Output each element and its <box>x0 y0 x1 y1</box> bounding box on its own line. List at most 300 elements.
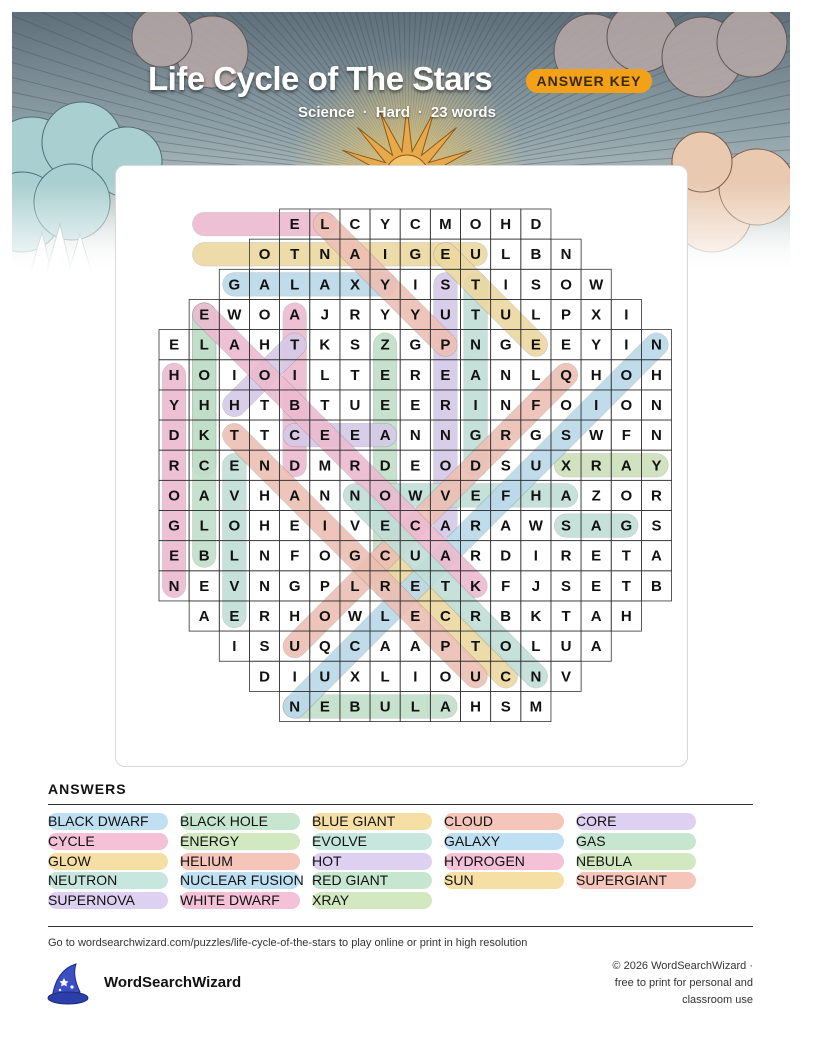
grid-letter: G <box>499 336 512 354</box>
grid-letter: S <box>440 276 451 294</box>
grid-letter: S <box>561 577 572 595</box>
grid-letter: Q <box>318 638 331 656</box>
grid-letter: I <box>594 396 599 414</box>
grid-letter: C <box>409 517 421 535</box>
grid-letter: U <box>349 396 361 414</box>
answer-label: BLUE GIANT <box>312 813 396 829</box>
answer-label: CYCLE <box>48 832 95 849</box>
grid-letter: L <box>199 336 209 354</box>
answer-item <box>48 853 168 870</box>
grid-letter: U <box>530 457 542 475</box>
grid-letter: H <box>259 517 270 535</box>
grid-letter: R <box>470 517 481 535</box>
grid-letter: E <box>470 487 481 505</box>
grid-letter: E <box>440 246 451 264</box>
grid-letter: O <box>620 487 633 505</box>
answer-item <box>312 872 432 889</box>
answer-item <box>444 813 564 830</box>
grid-letter: C <box>289 427 301 445</box>
grid-letter: A <box>289 306 301 324</box>
grid-letter: O <box>168 487 180 505</box>
grid-letter: G <box>620 517 633 535</box>
word-count-label: 23 words <box>430 104 496 121</box>
answer-label: HELIUM <box>180 852 233 869</box>
grid-letter: A <box>198 608 210 626</box>
grid-letter: C <box>500 668 512 686</box>
grid-letter: T <box>621 577 631 595</box>
grid-letter: N <box>530 668 542 686</box>
grid-letter: O <box>560 396 572 414</box>
answer-key-badge: ANSWER KEY <box>526 69 652 93</box>
grid-letter: F <box>501 577 511 595</box>
grid-letter: S <box>561 517 572 535</box>
grid-letter: T <box>470 276 481 294</box>
grid-letter: T <box>561 608 571 626</box>
grid-letter: X <box>349 276 360 294</box>
grid-letter: L <box>320 216 330 234</box>
grid-letter: E <box>380 517 391 535</box>
grid-letter: R <box>651 487 662 505</box>
grid-letter: A <box>651 547 662 565</box>
grid-letter: M <box>318 457 332 475</box>
copyright-line: free to print for personal and <box>614 977 753 989</box>
answer-item <box>180 853 300 870</box>
grid-letter: N <box>319 487 331 505</box>
answer-item <box>444 872 564 889</box>
grid-letter: I <box>322 517 327 535</box>
answer-label: HOT <box>312 852 342 869</box>
grid-letter: G <box>409 336 422 354</box>
grid-letter: I <box>232 638 237 656</box>
answer-item <box>48 813 168 830</box>
grid-letter: E <box>591 547 602 565</box>
grid-letter: A <box>379 427 391 445</box>
grid-letter: E <box>380 396 391 414</box>
grid-letter: D <box>259 668 270 686</box>
answer-label: GLOW <box>48 852 91 869</box>
grid-letter: A <box>590 608 602 626</box>
grid-letter: L <box>320 366 330 384</box>
grid-letter: H <box>289 608 301 626</box>
grid-letter: Y <box>410 306 421 324</box>
grid-letter: C <box>379 547 391 565</box>
answer-label: GAS <box>576 832 606 849</box>
grid-letter: D <box>168 427 180 445</box>
grid-letter: T <box>229 427 239 445</box>
grid-letter: N <box>500 396 512 414</box>
grid-letter: O <box>258 366 271 384</box>
grid-letter: H <box>470 698 481 716</box>
grid-letter: V <box>229 487 240 505</box>
grid-letter: P <box>319 577 330 595</box>
grid-letter: X <box>349 668 360 686</box>
answer-item <box>180 872 304 889</box>
grid-letter: A <box>409 638 421 656</box>
grid-letter: L <box>199 517 209 535</box>
grid-letter: L <box>531 638 541 656</box>
answer-label: NUCLEAR FUSION <box>180 872 304 889</box>
answer-label: CORE <box>576 813 617 829</box>
answer-label: RED GIANT <box>312 872 389 889</box>
grid-letter: N <box>440 427 451 445</box>
grid-letter: E <box>561 336 572 354</box>
grid-letter: R <box>259 608 270 626</box>
grid-letter: E <box>169 547 180 565</box>
grid-letter: E <box>289 517 300 535</box>
answer-label: GALAXY <box>444 832 501 849</box>
grid-letter: I <box>292 366 297 384</box>
meta-separator: · <box>417 104 423 121</box>
answer-label: CLOUD <box>444 813 494 829</box>
grid-letter: B <box>198 547 210 565</box>
grid-letter: A <box>198 487 210 505</box>
grid-letter: E <box>410 396 421 414</box>
grid-letter: E <box>229 608 240 626</box>
grid-letter: C <box>440 608 451 626</box>
grid-letter: O <box>620 396 633 414</box>
answer-label: WHITE DWARF <box>180 892 280 909</box>
grid-letter: T <box>259 396 270 414</box>
grid-letter: O <box>318 547 331 565</box>
answer-item <box>48 833 168 850</box>
grid-letter: G <box>168 517 180 535</box>
grid-letter: D <box>289 457 301 475</box>
grid-letter: G <box>469 427 482 445</box>
grid-letter: I <box>413 276 418 294</box>
grid-letter: P <box>440 336 451 354</box>
grid-letter: A <box>440 698 451 716</box>
grid-letter: U <box>500 306 512 324</box>
answer-label: SUPERNOVA <box>48 892 135 909</box>
grid-letter: Z <box>591 487 601 505</box>
grid-letter: T <box>350 366 360 384</box>
grid-letter: E <box>410 457 421 475</box>
grid-letter: F <box>621 427 631 445</box>
grid-letter: C <box>349 638 361 656</box>
grid-letter: N <box>289 698 301 716</box>
grid-letter: J <box>320 306 329 324</box>
grid-letter: R <box>379 577 391 595</box>
grid-letter: K <box>530 608 542 626</box>
grid-letter: V <box>349 517 360 535</box>
grid-letter: G <box>409 246 422 264</box>
grid-letter: A <box>319 276 331 294</box>
answers-list <box>48 813 753 913</box>
grid-letter: Y <box>380 306 391 324</box>
answer-item <box>48 872 168 889</box>
grid-letter: E <box>319 698 330 716</box>
answer-label: NEBULA <box>576 852 633 869</box>
grid-letter: N <box>651 336 662 354</box>
grid-letter: R <box>470 608 481 626</box>
grid-letter: W <box>347 608 363 626</box>
grid-letter: Y <box>380 216 391 234</box>
grid-letter: I <box>413 668 418 686</box>
answer-item <box>444 853 564 870</box>
grid-letter: O <box>228 517 241 535</box>
grid-letter: E <box>199 577 210 595</box>
answer-label: BLACK HOLE <box>180 813 268 829</box>
grid-letter: S <box>651 517 662 535</box>
grid-letter: T <box>259 427 270 445</box>
grid-letter: O <box>318 608 331 626</box>
answer-label: SUN <box>444 872 474 889</box>
answer-item <box>180 892 300 909</box>
grid-letter: O <box>560 276 572 294</box>
grid-letter: W <box>227 306 242 324</box>
grid-letter: R <box>560 547 572 565</box>
answer-label: XRAY <box>312 892 350 909</box>
grid-letter: S <box>259 638 270 656</box>
grid-letter: S <box>500 457 511 475</box>
grid-letter: B <box>289 396 301 414</box>
copyright-notice <box>583 958 753 1009</box>
grid-letter: F <box>531 396 541 414</box>
grid-letter: I <box>232 366 237 384</box>
grid-letter: T <box>621 547 631 565</box>
grid-letter: Y <box>169 396 180 414</box>
grid-letter: L <box>290 276 300 294</box>
grid-letter: A <box>590 517 602 535</box>
grid-letter: I <box>383 246 388 264</box>
grid-letter: B <box>530 246 542 264</box>
grid-letter: H <box>228 396 240 414</box>
answer-item <box>312 813 432 830</box>
answer-item <box>576 833 696 850</box>
grid-letter: A <box>228 336 240 354</box>
grid-letter: D <box>530 216 542 234</box>
grid-letter: E <box>229 457 240 475</box>
grid-letter: E <box>199 306 210 324</box>
grid-cells <box>159 209 672 722</box>
grid-letter: U <box>379 698 391 716</box>
answer-item <box>312 833 432 850</box>
grid-letter: E <box>410 608 421 626</box>
grid-letter: S <box>530 276 541 294</box>
grid-letter: S <box>349 336 360 354</box>
grid-letter: N <box>259 457 270 475</box>
grid-letter: S <box>561 427 572 445</box>
grid-letter: W <box>408 487 423 505</box>
grid-letter: T <box>290 336 300 354</box>
grid-letter: E <box>289 216 300 234</box>
grid-letter: N <box>560 246 572 264</box>
grid-letter: Z <box>380 336 390 354</box>
grid-letter: I <box>503 276 508 294</box>
grid-letter: G <box>288 577 301 595</box>
answer-item <box>576 813 696 830</box>
answers-heading: ANSWERS <box>48 781 127 797</box>
grid-letter: R <box>590 457 602 475</box>
grid-letter: V <box>561 668 572 686</box>
answer-label: HYDROGEN <box>444 852 525 869</box>
grid-letter: L <box>501 246 511 264</box>
grid-letter: G <box>349 547 361 565</box>
grid-letter: S <box>500 698 511 716</box>
grid-letter: C <box>349 216 361 234</box>
grid-letter: N <box>319 246 331 264</box>
grid-letter: H <box>259 336 270 354</box>
grid-letter: H <box>651 366 662 384</box>
grid-letter: W <box>528 517 543 535</box>
grid-letter: E <box>410 577 421 595</box>
grid-letter: E <box>169 336 180 354</box>
grid-letter: E <box>319 427 330 445</box>
grid-letter: H <box>168 366 180 384</box>
grid-letter: T <box>320 396 330 414</box>
grid-letter: U <box>319 668 331 686</box>
grid-letter: T <box>290 246 300 264</box>
grid-letter: C <box>198 457 210 475</box>
grid-letter: U <box>470 668 481 686</box>
answer-item <box>48 892 168 909</box>
grid-letter: O <box>439 668 452 686</box>
grid-letter: T <box>440 577 451 595</box>
answer-item <box>312 892 432 909</box>
answer-label: SUPERGIANT <box>576 872 668 889</box>
grid-letter: B <box>651 577 662 595</box>
grid-letter: W <box>589 276 604 294</box>
grid-letter: O <box>620 366 633 384</box>
grid-letter: I <box>624 336 629 354</box>
grid-letter: N <box>349 487 361 505</box>
grid-letter: E <box>591 577 602 595</box>
answer-label: BLACK DWARF <box>48 813 149 829</box>
grid-letter: Y <box>380 276 391 294</box>
grid-letter: H <box>198 396 210 414</box>
grid-letter: O <box>258 246 271 264</box>
grid-letter: R <box>349 306 361 324</box>
grid-letter: P <box>561 306 572 324</box>
grid-letter: J <box>531 577 541 595</box>
grid-letter: O <box>198 366 211 384</box>
grid-letter: L <box>380 668 390 686</box>
grid-letter: N <box>168 577 180 595</box>
grid-letter: H <box>530 487 542 505</box>
grid-letter: V <box>440 487 451 505</box>
grid-letter: N <box>651 427 662 445</box>
grid-letter: E <box>380 366 391 384</box>
grid-letter: L <box>229 547 239 565</box>
grid-letter: R <box>168 457 180 475</box>
grid-letter: K <box>470 577 481 595</box>
grid-letter: H <box>620 608 632 626</box>
grid-letter: X <box>561 457 572 475</box>
brand-name: WordSearchWizard <box>104 974 242 991</box>
grid-letter: V <box>229 577 240 595</box>
grid-letter: A <box>440 517 451 535</box>
grid-letter: L <box>350 577 360 595</box>
grid-letter: E <box>440 366 451 384</box>
grid-letter: B <box>349 698 361 716</box>
grid-letter: R <box>500 427 512 445</box>
grid-letter: N <box>500 366 512 384</box>
grid-letter: U <box>409 547 421 565</box>
grid-letter: N <box>259 577 270 595</box>
grid-letter: I <box>473 396 478 414</box>
grid-letter: G <box>228 276 241 294</box>
grid-letter: Y <box>651 457 662 475</box>
grid-letter: U <box>440 306 451 324</box>
grid-letter: N <box>259 547 270 565</box>
grid-letter: N <box>470 336 481 354</box>
grid-letter: G <box>530 427 542 445</box>
answer-item <box>180 813 300 830</box>
grid-letter: H <box>590 366 602 384</box>
answer-label: EVOLVE <box>312 832 367 849</box>
grid-letter: X <box>591 306 602 324</box>
answer-item <box>444 833 564 850</box>
grid-letter: Y <box>591 336 602 354</box>
grid-letter: F <box>290 547 300 565</box>
grid-letter: M <box>439 216 452 234</box>
footer-divider <box>48 926 753 927</box>
grid-letter: A <box>560 487 572 505</box>
grid-letter: O <box>258 306 271 324</box>
grid-letter: I <box>292 668 297 686</box>
grid-letter: A <box>349 246 361 264</box>
grid-letter: E <box>530 336 541 354</box>
answer-item <box>576 872 696 889</box>
grid-letter: O <box>469 216 482 234</box>
answer-label: ENERGY <box>180 832 240 849</box>
answer-label: NEUTRON <box>48 872 118 889</box>
grid-letter: L <box>410 698 420 716</box>
wizard-hat-icon <box>46 962 94 1006</box>
answer-item <box>180 833 300 850</box>
meta-separator: · <box>362 104 368 121</box>
grid-letter: A <box>590 638 602 656</box>
grid-letter: A <box>289 487 301 505</box>
grid-letter: R <box>409 366 421 384</box>
grid-letter: K <box>319 336 331 354</box>
grid-letter: L <box>531 366 541 384</box>
grid-letter: I <box>624 306 629 324</box>
grid-letter: O <box>379 487 391 505</box>
grid-letter: H <box>500 216 512 234</box>
grid-letter: F <box>501 487 511 505</box>
grid-letter: B <box>500 608 512 626</box>
grid-letter: H <box>259 487 270 505</box>
grid-letter: N <box>651 396 662 414</box>
grid-letter: A <box>379 638 391 656</box>
answer-item <box>312 853 432 870</box>
grid-letter: C <box>409 216 421 234</box>
difficulty-label: Hard <box>375 104 410 121</box>
copyright-line: classroom use <box>682 994 753 1006</box>
grid-letter: A <box>440 547 451 565</box>
category-label: Science <box>298 104 355 121</box>
page-title: Life Cycle of The Stars <box>148 60 493 97</box>
grid-letter: Q <box>560 366 572 384</box>
grid-letter: R <box>470 547 481 565</box>
grid-letter: L <box>380 608 390 626</box>
grid-letter: T <box>470 638 481 656</box>
footer-link-text[interactable]: Go to wordsearchwizard.com/puzzles/life-cycle-of-the-stars to play online or print in high resolution <box>48 937 528 949</box>
grid-letter: D <box>500 547 512 565</box>
grid-letter: A <box>620 457 632 475</box>
grid-letter: N <box>409 427 421 445</box>
grid-letter: P <box>440 638 451 656</box>
grid-letter: U <box>560 638 572 656</box>
answer-item <box>576 853 696 870</box>
grid-letter: R <box>440 396 451 414</box>
grid-letter: E <box>349 427 360 445</box>
grid-letter: R <box>349 457 361 475</box>
grid-letter: A <box>259 276 270 294</box>
grid-letter: W <box>589 427 604 445</box>
copyright-line: © 2026 WordSearchWizard · <box>612 960 753 972</box>
